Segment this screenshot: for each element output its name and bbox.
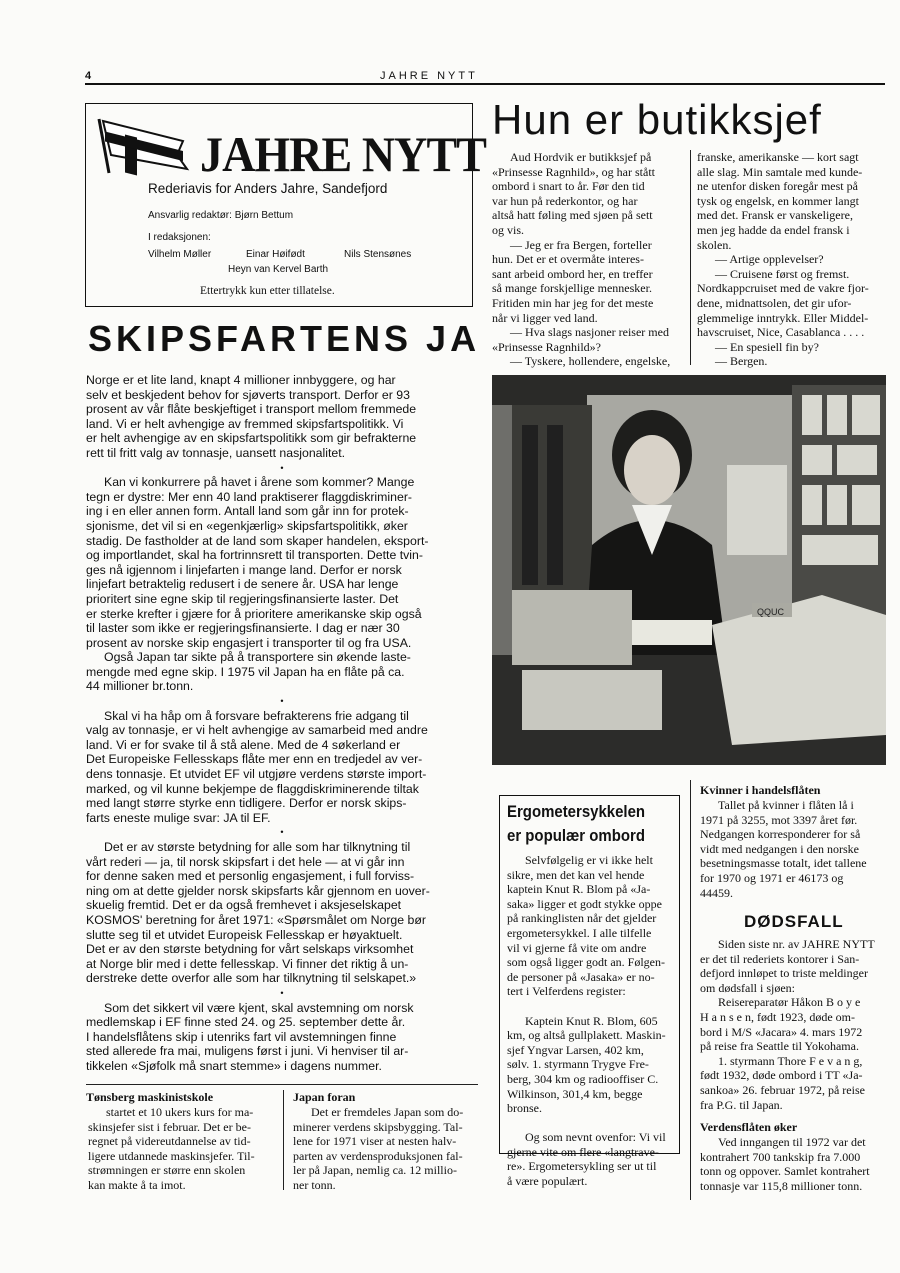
text-line: ning om at dette gjelder norsk skipsfarts kår gjennom en uover- [86, 883, 430, 898]
text-line: farts eneste mulige svar: JA til EF. [86, 810, 271, 825]
masthead-editor: Ansvarlig redaktør: Bjørn Bettum [148, 210, 294, 221]
text-line: til laster som ikke er regjeringsfinansierte. I dag er nær 30 [86, 621, 400, 636]
text-line: 1. styrmann Thore F e v a n g, [718, 1053, 863, 1068]
verdens-title: Verdensflåten øker [700, 1120, 798, 1134]
shop-photo [492, 375, 886, 765]
text-line: mengde med egne skip. I 1975 vil Japan ha en flåte på ca. [86, 664, 405, 679]
text-line: besetningsmasse totalt, idet tallene [700, 856, 867, 871]
text-line: Selvfølgelig er vi ikke helt [525, 853, 653, 867]
divider [690, 780, 691, 1200]
divider [283, 1090, 284, 1190]
text-line: land. Vi er helt avhengige av fremmed skipsfartspolitikk. Vi [86, 416, 404, 431]
interview-column-2 [697, 150, 889, 369]
text-line: født 1932, døde ombord i TT «Ja- [700, 1068, 863, 1083]
text-line: Tallet på kvinner i flåten lå i [718, 798, 854, 812]
text-line: sikre, men det kan vel hende [507, 867, 645, 882]
text-line: vårt rederi — ja, til norsk skipsfart i det hele — at vi går inn [86, 854, 405, 869]
divider [86, 1084, 478, 1085]
interview-column-1 [492, 150, 684, 369]
text-line: berg, 304 km og radiooffiser C. [507, 1071, 659, 1086]
text-line: sjef Yngvar Larsen, 402 km, [507, 1042, 644, 1057]
text-line: sted allerede fra mai, muligens først i juni. Vi henviser til ar- [86, 1044, 409, 1059]
text-line: prioritert sine egne skip til regjeringsfinansierte laster. Det [86, 591, 399, 606]
text-line: skolen. [697, 237, 732, 252]
text-line: bord i M/S «Jacara» 4. mars 1972 [700, 1024, 863, 1039]
text-line: franske, amerikanske — kort sagt [697, 150, 859, 164]
text-line: Også Japan tar sikte på å transportere sin økende laste- [104, 650, 411, 665]
text-line: Reisereparatør Håkon B o y e [718, 995, 861, 1010]
text-line: minerer verdens skipsbygging. Tal- [293, 1119, 463, 1134]
text-line: er sterke krefter i gjære for å prioritere amerikanske skip også [86, 606, 422, 621]
text-line: Wilkinson, 301,4 km, begge [507, 1086, 643, 1101]
text-line: — Bergen. [715, 354, 768, 369]
top-rule [85, 83, 885, 85]
text-line: skuelig fremtid. Det er da også fremhevet i aksjeselskapet [86, 898, 402, 913]
kvinner-body [700, 798, 890, 900]
text-line: prosent av norske skip engasjert i transporter til og fra USA. [86, 635, 412, 650]
text-line: for 1970 og 1971 er 46173 og [700, 870, 844, 885]
text-line: sjonisme, det vil si en «egenkjærlig» skipsfartspolitikk, øker [86, 518, 408, 533]
text-line: glemmelige inntrykk. Eller Middel- [697, 310, 869, 325]
text-line: altså hatt føling med sjøen på sett [492, 208, 653, 223]
text-line: km, og altså gullplakett. Maskin- [507, 1028, 666, 1043]
text-line: «Prinsesse Ragnhild»? [492, 339, 601, 354]
text-line: om dødsfall i sjøen: [700, 980, 795, 995]
text-line: tert i Velferdens register: [507, 984, 626, 999]
text-line: Som det sikkert vil være kjent, skal avstemning om norsk [104, 1000, 414, 1015]
masthead-staff-name: Heyn van Kervel Barth [228, 264, 329, 275]
text-line: som også ligger godt an. Følgen- [507, 955, 665, 970]
masthead-subtitle: Rederiavis for Anders Jahre, Sandefjord [148, 181, 388, 196]
ergo-title: er populær ombord [507, 826, 645, 845]
text-line: prosent av vår flåte beskjeftiget i transport mellom fremmede [86, 402, 417, 417]
text-line: — En spesiell fin by? [715, 339, 819, 354]
text-line: — Jeg er fra Bergen, forteller [510, 237, 652, 252]
text-line: med langt større styrke enn tidligere. Derfor er norsk skips- [86, 796, 407, 811]
text-line [507, 999, 677, 1014]
text-line: ligere utdannede maskinsjefer. Til- [88, 1148, 255, 1163]
text-line: «Prinsesse Ragnhild», og har stått [492, 164, 655, 179]
text-line: H a n s e n, født 1923, døde om- [700, 1009, 855, 1024]
ergo-title: Ergometersykkelen [507, 802, 646, 821]
kvinner-title: Kvinner i handelsflåten [700, 783, 821, 797]
text-line: ner tonn. [293, 1177, 336, 1192]
text-line: vidt med nedgangen i den norske [700, 841, 859, 856]
text-line: — Hva slags nasjoner reiser med [510, 325, 669, 340]
running-head: JAHRE NYTT [380, 70, 478, 82]
text-line: stadig. De fastholder at de land som skaper handelen, eksport- [86, 533, 429, 548]
text-line: tegn er dystre: Mer enn 40 land praktiserer flaggdiskriminer- [86, 489, 413, 504]
text-line: kontrahert 700 tankskip fra 7.000 [700, 1149, 861, 1164]
text-line: Siden siste nr. av JAHRE NYTT [718, 937, 875, 951]
text-line: rett til fritt valg av tonnasje, uansett nasjonalitet. [86, 445, 346, 460]
text-line: Skal vi ha håp om å forsvare befrakterens frie adgang til [104, 708, 409, 723]
text-line: selv et beskjedent behov for sjøverts transport. Derfor er 93 [86, 387, 410, 402]
text-line: så mange forskjellige mennesker. [492, 281, 652, 296]
tonsberg-body [88, 1105, 278, 1193]
bullet-separator: • [280, 462, 284, 473]
text-line: var hun på rederkontor, og har [492, 193, 638, 208]
text-line: når vi ligger ved land. [492, 310, 598, 325]
text-line: tonnasje var 115,8 millioner tonn. [700, 1178, 863, 1193]
text-line: Aud Hordvik er butikksjef på [510, 150, 652, 164]
text-line: tikkelen «Sjøfolk må snart stemme» i dagens nummer. [86, 1058, 382, 1073]
text-line: strømningen er større enn skolen [88, 1163, 246, 1178]
text-line: gjerne vite om flere «langtrave- [507, 1144, 659, 1159]
verdens-body [700, 1135, 890, 1193]
text-line: KOSMOS' beretning for året 1971: «Spørsmålet om Norge bør [86, 912, 426, 927]
register-label: QQUC [757, 607, 784, 617]
text-line: hun. Det er et overmåte interes- [492, 252, 644, 267]
text-line: og importlandet, skal ha fortrinnsrett til transporten. Dette tvin- [86, 548, 423, 563]
text-line: Nordkappcruiset med de vakre fjor- [697, 281, 869, 296]
text-line: med det. Fransk er vanskeligere, [697, 208, 853, 223]
text-line: ergometersykkel. I alle tilfelle [507, 925, 652, 940]
text-line: marked, og vil kunne bekjempe de flaggdiskriminerende tiltak [86, 781, 419, 796]
text-line: de personer på «Jasaka» er no- [507, 969, 655, 984]
japan-body [293, 1105, 483, 1193]
text-line: — Tyskere, hollendere, engelske, [510, 354, 671, 369]
text-line: derstreke dette overfor alle som har tilknytning til selskapet.» [86, 971, 417, 986]
text-line: Og som nevnt ovenfor: Vi vil [525, 1130, 666, 1145]
text-line: sankoa» 26. februar 1972, på reise [700, 1082, 865, 1097]
main-headline: SKIPSFARTENS JA [88, 318, 481, 359]
text-line: sølv. 1. styrmann Trygve Fre- [507, 1057, 649, 1072]
dodsfall-title: DØDSFALL [744, 912, 844, 931]
dodsfall-body [700, 937, 890, 1112]
text-line: parten av verdensproduksjonen fal- [293, 1148, 463, 1163]
text-line: er det til rederiets kontorer i San- [700, 951, 860, 966]
masthead-staff-name: Nils Stensønes [344, 249, 412, 260]
text-line: å være populært. [507, 1174, 588, 1189]
text-line: Norge er et lite land, knapt 4 millioner innbyggere, og har [86, 373, 396, 387]
text-line: — Artige opplevelser? [715, 252, 824, 267]
text-line: ler på Japan, nemlig ca. 12 millio- [293, 1163, 457, 1178]
text-line: valg av tonnasje, er vi helt avhengige av samarbeid med andre [86, 723, 428, 738]
ergo-body [507, 853, 677, 1189]
text-line: I handelsflåtens skip i utenriks fart vil avstemningen finne [86, 1029, 397, 1044]
text-line: Nedgangen korresponderer for så [700, 827, 861, 842]
text-line: Det er av den største betydning for vårt selskaps virksomhet [86, 942, 414, 957]
text-line: — Cruisene først og fremst. [715, 266, 850, 281]
text-line: defjord innløpet to triste meldinger [700, 966, 868, 981]
text-line: på reise fra Seattle til Yokohama. [700, 1039, 859, 1054]
bullet-separator: • [280, 827, 284, 838]
masthead-staff-label: I redaksjonen: [148, 232, 211, 243]
flag-icon [95, 115, 195, 177]
text-line: men jeg hadde da endel fransk i [697, 222, 850, 237]
text-line: fra P.G. til Japan. [700, 1097, 783, 1112]
bullet-separator: • [280, 987, 284, 998]
text-line: kaptein Knut R. Blom på «Ja- [507, 882, 651, 897]
bullet-separator: • [280, 696, 284, 707]
text-line: dens tonnasje. Et utvidet EF vil utgjøre verdens største import- [86, 767, 427, 782]
masthead-title: JAHRE NYTT [200, 126, 487, 182]
text-line: Det er fremdeles Japan som do- [311, 1105, 464, 1119]
interview-headline: Hun er butikksjef [492, 96, 822, 143]
text-line: startet et 10 ukers kurs for ma- [106, 1105, 254, 1119]
text-line: sant arbeid ombord her, en treffer [492, 266, 653, 281]
text-line: Fritiden min har jeg for det meste [492, 295, 654, 310]
text-line: tysk og engelsk, en kommer langt [697, 193, 859, 208]
text-line: ges nå igjennom i linjefarten i mange land. Derfor er norsk [86, 562, 402, 577]
text-line: ne utenfor disken foregår mest på [697, 179, 858, 194]
text-line: regnet på videreutdannelse av tid- [88, 1134, 251, 1149]
text-line: ombord i snart to år. Før den tid [492, 179, 645, 194]
text-line: Ved inngangen til 1972 var det [718, 1135, 866, 1149]
divider [690, 150, 691, 365]
tonsberg-title: Tønsberg maskinistskole [86, 1090, 214, 1104]
text-line: Det Europeiske Fellesskaps flåte mer enn en tredjedel av ver- [86, 752, 423, 767]
text-line: er helt avhengige av en skipsfartspolitikk som gir befrakterne [86, 431, 417, 446]
text-line: Det er av største betydning for alle som har tilknytning til [104, 840, 411, 854]
text-line [507, 1116, 677, 1131]
masthead-staff-name: Einar Høifødt [246, 249, 305, 260]
text-line: for denne saken med et personlig engasjement, i full forviss- [86, 869, 415, 884]
text-line: Kaptein Knut R. Blom, 605 [525, 1013, 658, 1028]
text-line: 44459. [700, 885, 733, 900]
text-line: re». Ergometersykling ser ut til [507, 1159, 657, 1174]
text-line: at Norge blir med i dette fellesskap. Vi finner det riktig å un- [86, 956, 409, 971]
text-line: 1971 på 3255, mot 3397 året før. [700, 812, 858, 827]
text-line: ing i en eller annen form. Antall land som går inn for protek- [86, 504, 409, 519]
text-line: medlemskap i EF finne sted 24. og 25. september dette år. [86, 1015, 406, 1030]
text-line: saka» ligger et godt stykke oppe [507, 896, 662, 911]
text-line: 44 millioner br.tonn. [86, 679, 194, 694]
page-number: 4 [85, 70, 92, 82]
text-line: slutte seg til et utvidet Europeisk Fellesskap er høyaktuelt. [86, 927, 403, 942]
text-line: skinsjefer sist i februar. Det er be- [88, 1119, 251, 1134]
text-line: land. Vi er for svake til å stå alene. Med de 4 søkerland er [86, 737, 401, 752]
text-line: og vis. [492, 222, 525, 237]
text-line: kan makte å ta imot. [88, 1177, 186, 1192]
text-line: linjefart betraktelig redusert i de senere år. USA har lenge [86, 577, 399, 592]
masthead-staff-name: Vilhelm Møller [148, 249, 212, 260]
text-line: vil vi gjerne få vite om andre [507, 940, 647, 955]
text-line: bronse. [507, 1101, 542, 1116]
text-line: dene, midnattsolen, det gir ufor- [697, 295, 852, 310]
masthead-reprint-note: Ettertrykk kun etter tillatelse. [200, 285, 335, 297]
japan-title: Japan foran [293, 1090, 356, 1104]
text-line: Kan vi konkurrere på havet i årene som kommer? Mange [104, 475, 415, 490]
main-article-body [86, 373, 478, 1074]
text-line: havscruiset, Nice, Casablanca . . . . [697, 325, 865, 340]
text-line: lene for 1971 viser at nesten halv- [293, 1134, 457, 1149]
text-line: tonn og oppover. Samlet kontrahert [700, 1164, 870, 1179]
text-line: på rankinglisten når det gjelder [507, 911, 657, 926]
text-line: alle slag. Min samtale med kunde- [697, 164, 863, 179]
